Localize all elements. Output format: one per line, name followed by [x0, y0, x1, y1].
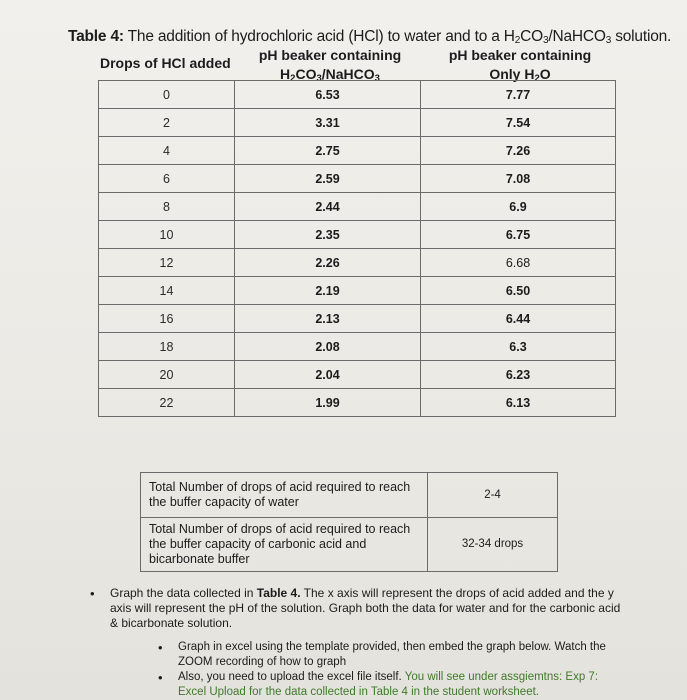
bullet-marker: • [158, 670, 163, 685]
water-ph-cell: 6.68 [421, 249, 616, 277]
buffer-ph-cell: 2.19 [235, 277, 421, 305]
buffer-ph-cell: 2.26 [235, 249, 421, 277]
drops-cell: 10 [99, 221, 235, 249]
column-header-water: pH beaker containing Only $H_2O$ [448, 47, 592, 84]
table-row [141, 518, 558, 572]
buffer-ph-cell: 2.08 [235, 333, 421, 361]
column-header-drops: Drops of HCl added [100, 55, 231, 71]
buffer-ph-cell: 6.53 [235, 81, 421, 109]
water-ph-cell: 6.50 [421, 277, 616, 305]
excel-upload-instruction: Also, you need to upload the excel file itself. You will see under assgiemtns: Exp 7: Excel Upload for the data collected in Table 4 in the student worksheet. [178, 671, 599, 698]
buffer-ph-cell: 3.31 [235, 109, 421, 137]
table-row [99, 333, 616, 361]
buffer-ph-cell: 2.35 [235, 221, 421, 249]
drops-cell: 8 [99, 193, 235, 221]
water-ph-cell: 6.3 [421, 333, 616, 361]
buffer-ph-cell: 2.13 [235, 305, 421, 333]
graph-instructions: Graph the data collected in Table 4. The x axis will represent the drops of acid added and the y axis will represent the pH of the solution. Graph both the data for water and for the carbonic acid & bicarbonate solution. [110, 586, 621, 630]
table-row [99, 389, 616, 417]
table-row [99, 109, 616, 137]
bullet-marker: • [90, 586, 95, 601]
drops-cell: 4 [99, 137, 235, 165]
buffer-ph-cell: 1.99 [235, 389, 421, 417]
table-row [99, 305, 616, 333]
drops-cell: 0 [99, 81, 235, 109]
table-row [99, 137, 616, 165]
drops-cell: 12 [99, 249, 235, 277]
buffer-ph-cell: 2.04 [235, 361, 421, 389]
ph-data-table [98, 80, 616, 417]
drops-cell: 6 [99, 165, 235, 193]
water-ph-cell: 6.75 [421, 221, 616, 249]
table-row [99, 277, 616, 305]
table-row [99, 361, 616, 389]
table-row [99, 81, 616, 109]
table-row [99, 221, 616, 249]
drops-cell: 20 [99, 361, 235, 389]
water-ph-cell: 7.08 [421, 165, 616, 193]
water-ph-cell: 6.44 [421, 305, 616, 333]
table-row [99, 193, 616, 221]
drops-cell: 16 [99, 305, 235, 333]
water-ph-cell: 6.23 [421, 361, 616, 389]
excel-graph-instruction: Graph in excel using the template provided, then embed the graph below. Watch the ZOOM recording of how to graph [178, 641, 606, 668]
buffer-ph-cell: 2.44 [235, 193, 421, 221]
drops-cell: 18 [99, 333, 235, 361]
table-title: Table 4: The addition of hydrochloric acid (HCl) to water and to a $H_2CO_3/NaHCO_3$ solution. [68, 28, 672, 46]
summary-label: Total Number of drops of acid required to reach the buffer capacity of carbonic acid and bicarbonate buffer [141, 518, 428, 572]
buffer-ph-cell: 2.75 [235, 137, 421, 165]
water-ph-cell: 7.54 [421, 109, 616, 137]
summary-value: 32-34 drops [428, 518, 558, 572]
table-row [99, 165, 616, 193]
table-row [141, 473, 558, 518]
water-ph-cell: 7.26 [421, 137, 616, 165]
summary-label: Total Number of drops of acid required to reach the buffer capacity of water [141, 473, 428, 518]
table-row [99, 249, 616, 277]
bullet-marker: • [158, 640, 163, 655]
drops-cell: 22 [99, 389, 235, 417]
water-ph-cell: 6.13 [421, 389, 616, 417]
water-ph-cell: 6.9 [421, 193, 616, 221]
column-header-buffer: pH beaker containing $H_2CO_3/NaHCO_3$ [258, 47, 402, 84]
buffer-capacity-summary-table [140, 472, 558, 572]
buffer-ph-cell: 2.59 [235, 165, 421, 193]
drops-cell: 14 [99, 277, 235, 305]
summary-value: 2-4 [428, 473, 558, 518]
drops-cell: 2 [99, 109, 235, 137]
water-ph-cell: 7.77 [421, 81, 616, 109]
